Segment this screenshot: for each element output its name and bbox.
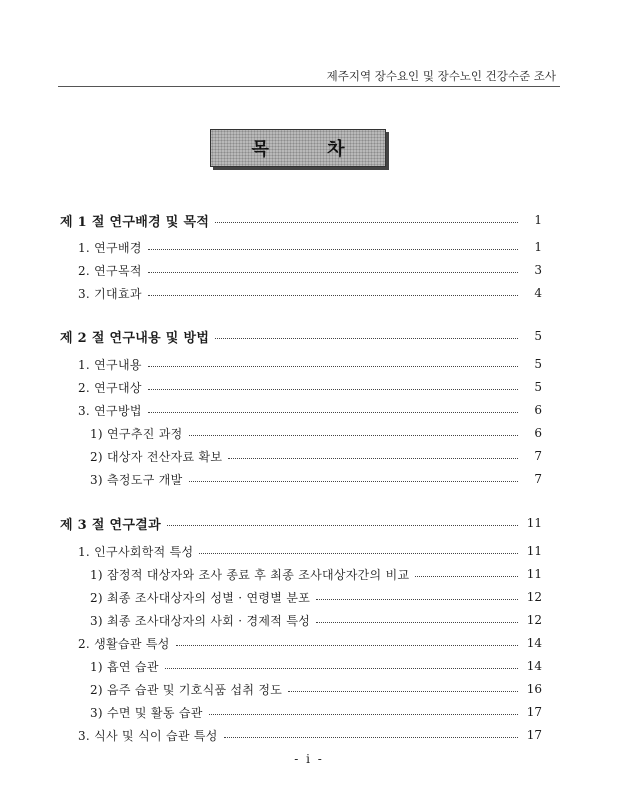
- toc-chapter-1[interactable]: [0, 210, 618, 230]
- toc-chapter-3[interactable]: [0, 513, 618, 533]
- toc-entry-label: 1. 인구사회학적 특성: [78, 544, 194, 559]
- toc-subsection-3-2-1[interactable]: [0, 656, 618, 676]
- dot-leader: [199, 552, 518, 554]
- dot-leader: [148, 294, 518, 296]
- dot-leader: [316, 598, 518, 600]
- dot-leader: [288, 690, 518, 692]
- dot-leader: [148, 411, 518, 413]
- toc-entry-label: 2. 연구대상: [78, 380, 142, 395]
- toc-page-number: 14: [526, 636, 542, 650]
- header-divider: [58, 86, 560, 87]
- dot-leader: [189, 480, 519, 482]
- toc-entry-label: 제 3 절 연구결과: [60, 517, 161, 533]
- toc-entry-label: 2. 연구목적: [78, 263, 142, 278]
- toc-page-number: 5: [534, 329, 542, 343]
- dot-leader: [165, 667, 518, 669]
- running-header: 제주지역 장수요인 및 장수노인 건강수준 조사: [326, 69, 556, 83]
- toc-page-number: 7: [534, 472, 542, 486]
- toc-entry-label: 3) 최종 조사대상자의 사회 · 경제적 특성: [90, 613, 311, 628]
- toc-entry-label: 1) 연구추진 과정: [90, 426, 183, 441]
- dot-leader: [148, 365, 518, 367]
- toc-entry-label: 1. 연구배경: [78, 240, 142, 255]
- toc-page-number: 6: [534, 426, 542, 440]
- toc-subsection-3-2-3[interactable]: [0, 702, 618, 722]
- toc-entry-label: 2) 음주 습관 및 기호식품 섭취 정도: [90, 682, 283, 697]
- toc-page-number: 5: [534, 380, 542, 394]
- toc-entry-label: 3) 측정도구 개발: [90, 472, 183, 487]
- toc-page-number: 4: [534, 286, 542, 300]
- toc-section-2-3[interactable]: [0, 400, 618, 420]
- toc-page-number: 12: [526, 613, 542, 627]
- toc-page-number: 3: [534, 263, 542, 277]
- dot-leader: [189, 434, 519, 436]
- toc-entry-label: 3. 연구방법: [78, 403, 142, 418]
- toc-page-number: 11: [526, 544, 542, 558]
- toc-section-1-1[interactable]: [0, 237, 618, 257]
- dot-leader: [215, 221, 518, 223]
- toc-section-1-2[interactable]: [0, 260, 618, 280]
- dot-leader: [209, 713, 518, 715]
- toc-entry-label: 1. 연구내용: [78, 357, 142, 372]
- toc-title-box: [210, 129, 386, 167]
- dot-leader: [215, 337, 518, 339]
- dot-leader: [176, 644, 518, 646]
- toc-section-2-1[interactable]: [0, 354, 618, 374]
- toc-page-number: 7: [534, 449, 542, 463]
- toc-entry-label: 1) 잠정적 대상자와 조사 종료 후 최종 조사대상자간의 비교: [90, 567, 410, 582]
- toc-entry-label: 2) 최종 조사대상자의 성별 · 연령별 분포: [90, 590, 311, 605]
- dot-leader: [316, 621, 518, 623]
- toc-page-number: 6: [534, 403, 542, 417]
- toc-section-1-3[interactable]: [0, 283, 618, 303]
- toc-page-number: 16: [526, 682, 542, 696]
- toc-subsection-2-3-3[interactable]: [0, 469, 618, 489]
- toc-page-number: 14: [526, 659, 542, 673]
- toc-section-3-3[interactable]: [0, 725, 618, 745]
- toc-entry-label: 3. 기대효과: [78, 286, 142, 301]
- toc-section-3-1[interactable]: [0, 541, 618, 561]
- toc-entry-label: 2. 생활습관 특성: [78, 636, 170, 651]
- toc-page-number: 17: [526, 728, 542, 742]
- toc-page-number: 11: [526, 567, 542, 581]
- toc-page-number: 17: [526, 705, 542, 719]
- dot-leader: [148, 271, 518, 273]
- dot-leader: [415, 575, 518, 577]
- toc-entry-label: 제 1 절 연구배경 및 목적: [60, 214, 210, 230]
- dot-leader: [148, 388, 518, 390]
- toc-subsection-2-3-2[interactable]: [0, 446, 618, 466]
- toc-page-number: 11: [526, 516, 542, 530]
- toc-subsection-3-1-1[interactable]: [0, 564, 618, 584]
- toc-page-number: 1: [534, 240, 542, 254]
- toc-page-number: 5: [534, 357, 542, 371]
- toc-entry-label: 제 2 절 연구내용 및 방법: [60, 330, 210, 346]
- toc-entry-label: 3. 식사 및 식이 습관 특성: [78, 728, 218, 743]
- toc-page-number: 12: [526, 590, 542, 604]
- dot-leader: [148, 248, 518, 250]
- toc-section-3-2[interactable]: [0, 633, 618, 653]
- toc-section-2-2[interactable]: [0, 377, 618, 397]
- toc-entry-label: 1) 흡연 습관: [90, 659, 159, 674]
- dot-leader: [228, 457, 518, 459]
- toc-entry-label: 2) 대상자 전산자료 확보: [90, 449, 223, 464]
- dot-leader: [224, 736, 518, 738]
- toc-subsection-3-1-2[interactable]: [0, 587, 618, 607]
- page-number-footer: - i -: [294, 752, 324, 766]
- toc-subsection-3-2-2[interactable]: [0, 679, 618, 699]
- toc-page-number: 1: [534, 213, 542, 227]
- toc-chapter-2[interactable]: [0, 326, 618, 346]
- toc-subsection-2-3-1[interactable]: [0, 423, 618, 443]
- dot-leader: [167, 524, 518, 526]
- toc-title: 목 차: [251, 139, 371, 160]
- toc-entry-label: 3) 수면 및 활동 습관: [90, 705, 203, 720]
- toc-subsection-3-1-3[interactable]: [0, 610, 618, 630]
